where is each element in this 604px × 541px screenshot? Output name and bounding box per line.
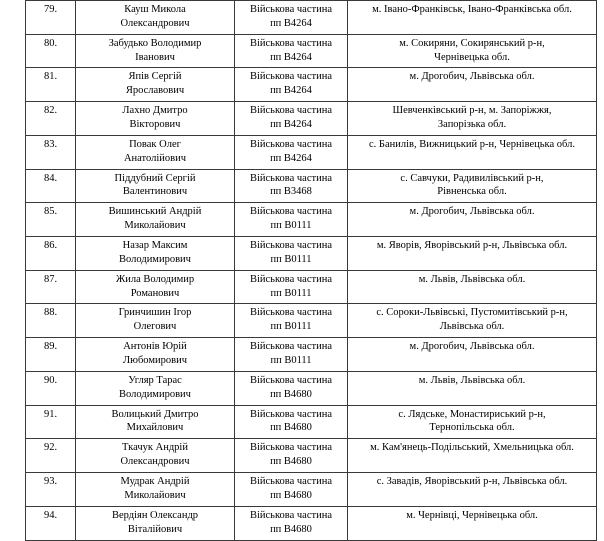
residence-address xyxy=(348,68,597,102)
person-name-line-2: Любомирович xyxy=(123,355,187,367)
registry-table xyxy=(25,0,597,541)
military-unit-code: пп В4264 xyxy=(270,152,312,164)
table-row xyxy=(26,1,597,35)
residence-address-line-2: Тернопільська обл. xyxy=(429,422,515,434)
military-unit-code: пп В0111 xyxy=(270,321,312,333)
residence-address xyxy=(348,270,597,304)
residence-address-line-1: м. Сокиряни, Сокирянський р-н, xyxy=(399,37,545,49)
residence-address xyxy=(348,473,597,507)
table-row xyxy=(26,405,597,439)
person-name-line-1: Кауш Микола xyxy=(124,4,186,15)
military-unit xyxy=(235,439,348,473)
military-unit-line-1: Військова частина xyxy=(249,341,332,353)
row-number: 80. xyxy=(26,34,76,68)
table-row xyxy=(26,135,597,169)
person-name-line-1: Назар Максим xyxy=(122,240,188,252)
military-unit-code: пп В0111 xyxy=(270,253,312,265)
person-name-line-1: Вердіян Олександр xyxy=(111,509,199,521)
residence-address xyxy=(348,135,597,169)
residence-address xyxy=(348,102,597,136)
person-name-line-1: Гринчишин Ігор xyxy=(118,307,192,319)
table-row xyxy=(26,270,597,304)
military-unit xyxy=(235,237,348,271)
person-name-line-1: Лахно Дмитро xyxy=(122,105,188,117)
person-name-line-1: Вишинський Андрій xyxy=(108,206,202,218)
row-number: 82. xyxy=(26,102,76,136)
military-unit-code: пп В4680 xyxy=(270,489,312,501)
military-unit xyxy=(235,1,348,35)
person-name-line-1: Ткачук Андрій xyxy=(122,442,188,454)
military-unit-line-1: Військова частина xyxy=(249,273,332,285)
residence-address-line-1: м. Чернівці, Чернівецька обл. xyxy=(406,509,538,521)
person-name xyxy=(76,1,235,35)
military-unit-line-1: Військова частина xyxy=(249,138,332,150)
person-name xyxy=(76,270,235,304)
military-unit xyxy=(235,169,348,203)
residence-address xyxy=(348,371,597,405)
residence-address-line-1: м. Кам'янець-Подільський, Хмельницька обл. xyxy=(370,442,574,454)
military-unit-line-1: Військова частина xyxy=(249,105,332,117)
person-name-line-2: Вікторович xyxy=(129,119,181,131)
person-name xyxy=(76,135,235,169)
person-name-line-1: Япів Сергій xyxy=(128,71,182,83)
row-number: 90. xyxy=(26,371,76,405)
table-row xyxy=(26,203,597,237)
person-name xyxy=(76,68,235,102)
residence-address-line-1: м. Львів, Львівська обл. xyxy=(418,374,526,386)
person-name xyxy=(76,102,235,136)
military-unit xyxy=(235,270,348,304)
table-row xyxy=(26,34,597,68)
table-row xyxy=(26,506,597,540)
military-unit-line-1: Військова частина xyxy=(249,374,332,386)
person-name-line-1: Угляр Тарас xyxy=(128,374,182,386)
military-unit-code: пп В4680 xyxy=(270,388,312,400)
residence-address xyxy=(348,439,597,473)
person-name-line-2: Олександрович xyxy=(120,17,190,29)
military-unit-line-1: Військова частина xyxy=(249,240,332,252)
residence-address xyxy=(348,169,597,203)
residence-address xyxy=(348,338,597,372)
person-name xyxy=(76,169,235,203)
military-unit xyxy=(235,203,348,237)
person-name xyxy=(76,439,235,473)
residence-address xyxy=(348,1,597,35)
person-name-line-1: Повак Олег xyxy=(129,138,181,150)
military-unit-code: пп В4264 xyxy=(270,17,312,29)
military-unit-line-1: Військова частина xyxy=(249,172,332,184)
military-unit xyxy=(235,135,348,169)
table-row xyxy=(26,68,597,102)
military-unit-line-1: Військова частина xyxy=(249,71,332,83)
row-number: 87. xyxy=(26,270,76,304)
military-unit-line-1: Військова частина xyxy=(249,476,332,488)
military-unit-line-1: Військова частина xyxy=(249,509,332,521)
military-unit-line-1: Військова частина xyxy=(249,442,332,454)
residence-address-line-2: Львівська обл. xyxy=(439,321,505,333)
military-unit xyxy=(235,371,348,405)
person-name-line-2: Михайлович xyxy=(126,422,184,434)
person-name-line-2: Романович xyxy=(130,287,180,299)
person-name-line-2: Миколайович xyxy=(124,220,186,232)
person-name-line-1: Забудько Володимир xyxy=(108,37,202,49)
residence-address-line-1: с. Завадів, Яворівський р-н, Львівська обл. xyxy=(376,476,568,488)
residence-address xyxy=(348,203,597,237)
table-row xyxy=(26,439,597,473)
registry-table-body xyxy=(26,1,597,541)
military-unit-line-1: Військова частина xyxy=(249,307,332,319)
row-number: 85. xyxy=(26,203,76,237)
residence-address-line-1: м. Івано-Франківськ, Івано-Франківська обл. xyxy=(372,4,572,15)
person-name xyxy=(76,506,235,540)
military-unit xyxy=(235,405,348,439)
residence-address-line-1: м. Львів, Львівська обл. xyxy=(418,273,526,285)
table-row xyxy=(26,102,597,136)
person-name-line-2: Миколайович xyxy=(124,489,186,501)
person-name-line-1: Волицький Дмитро xyxy=(111,408,199,420)
person-name-line-2: Володимирович xyxy=(119,388,191,400)
table-row xyxy=(26,338,597,372)
military-unit-line-1: Військова частина xyxy=(249,4,332,15)
row-number: 92. xyxy=(26,439,76,473)
table-row xyxy=(26,371,597,405)
residence-address-line-1: с. Лядське, Монастириський р-н, xyxy=(398,408,546,420)
residence-address-line-1: с. Савчуки, Радивилівський р-н, xyxy=(400,172,544,184)
row-number: 83. xyxy=(26,135,76,169)
residence-address xyxy=(348,506,597,540)
table-row xyxy=(26,237,597,271)
person-name-line-2: Іванович xyxy=(135,51,175,63)
person-name xyxy=(76,338,235,372)
table-row xyxy=(26,473,597,507)
military-unit-line-1: Військова частина xyxy=(249,37,332,49)
military-unit-code: пп В0111 xyxy=(270,220,312,232)
row-number: 89. xyxy=(26,338,76,372)
person-name-line-2: Олександрович xyxy=(120,456,190,468)
residence-address-line-1: с. Сороки-Львівські, Пустомитівський р-н, xyxy=(376,307,568,319)
military-unit xyxy=(235,34,348,68)
residence-address xyxy=(348,304,597,338)
military-unit-code: пп В4680 xyxy=(270,422,312,434)
military-unit-line-1: Військова частина xyxy=(249,408,332,420)
person-name-line-1: Антонів Юрій xyxy=(123,341,187,353)
military-unit xyxy=(235,506,348,540)
military-unit xyxy=(235,304,348,338)
person-name-line-1: Жила Володимир xyxy=(115,273,195,285)
military-unit-code: пп В4264 xyxy=(270,119,312,131)
row-number: 86. xyxy=(26,237,76,271)
table-row xyxy=(26,169,597,203)
row-number: 93. xyxy=(26,473,76,507)
person-name-line-2: Ярославович xyxy=(125,85,185,97)
person-name xyxy=(76,371,235,405)
person-name xyxy=(76,34,235,68)
residence-address-line-1: м. Яворів, Яворівський р-н, Львівська обл. xyxy=(376,240,568,252)
residence-address-line-1: Шевченківський р-н, м. Запоріжжя, xyxy=(392,105,552,117)
residence-address-line-1: м. Дрогобич, Львівська обл. xyxy=(409,341,535,353)
residence-address-line-1: м. Дрогобич, Львівська обл. xyxy=(409,71,535,83)
residence-address-line-1: с. Банилів, Вижницький р-н, Чернівецька обл. xyxy=(369,138,575,150)
residence-address-line-1: м. Дрогобич, Львівська обл. xyxy=(409,206,535,218)
row-number: 79. xyxy=(26,1,76,35)
military-unit xyxy=(235,68,348,102)
person-name xyxy=(76,304,235,338)
row-number: 88. xyxy=(26,304,76,338)
military-unit xyxy=(235,338,348,372)
row-number: 81. xyxy=(26,68,76,102)
military-unit-code: пп В4680 xyxy=(270,523,312,535)
military-unit-code: пп В3468 xyxy=(270,186,312,198)
person-name-line-2: Валентинович xyxy=(122,186,188,198)
military-unit-code: пп В4680 xyxy=(270,456,312,468)
person-name-line-1: Мудрак Андрій xyxy=(120,476,190,488)
residence-address xyxy=(348,237,597,271)
military-unit-line-1: Військова частина xyxy=(249,206,332,218)
military-unit xyxy=(235,102,348,136)
row-number: 84. xyxy=(26,169,76,203)
person-name-line-1: Піддубний Сергій xyxy=(114,172,196,184)
residence-address xyxy=(348,405,597,439)
person-name-line-2: Анатолійович xyxy=(123,152,187,164)
person-name xyxy=(76,237,235,271)
residence-address-line-2: Чернівецька обл. xyxy=(434,51,510,63)
military-unit-code: пп В0111 xyxy=(270,287,312,299)
residence-address-line-2: Рівненська обл. xyxy=(437,186,507,198)
person-name-line-2: Олегович xyxy=(133,321,177,333)
residence-address-line-2: Запорізька обл. xyxy=(437,119,507,131)
residence-address xyxy=(348,34,597,68)
table-row xyxy=(26,304,597,338)
row-number: 94. xyxy=(26,506,76,540)
military-unit-code: пп В0111 xyxy=(270,355,312,367)
person-name xyxy=(76,203,235,237)
person-name-line-2: Володимирович xyxy=(119,253,191,265)
military-unit-code: пп В4264 xyxy=(270,51,312,63)
person-name xyxy=(76,473,235,507)
military-unit-code: пп В4264 xyxy=(270,85,312,97)
military-unit xyxy=(235,473,348,507)
person-name xyxy=(76,405,235,439)
row-number: 91. xyxy=(26,405,76,439)
person-name-line-2: Віталійович xyxy=(127,523,183,535)
